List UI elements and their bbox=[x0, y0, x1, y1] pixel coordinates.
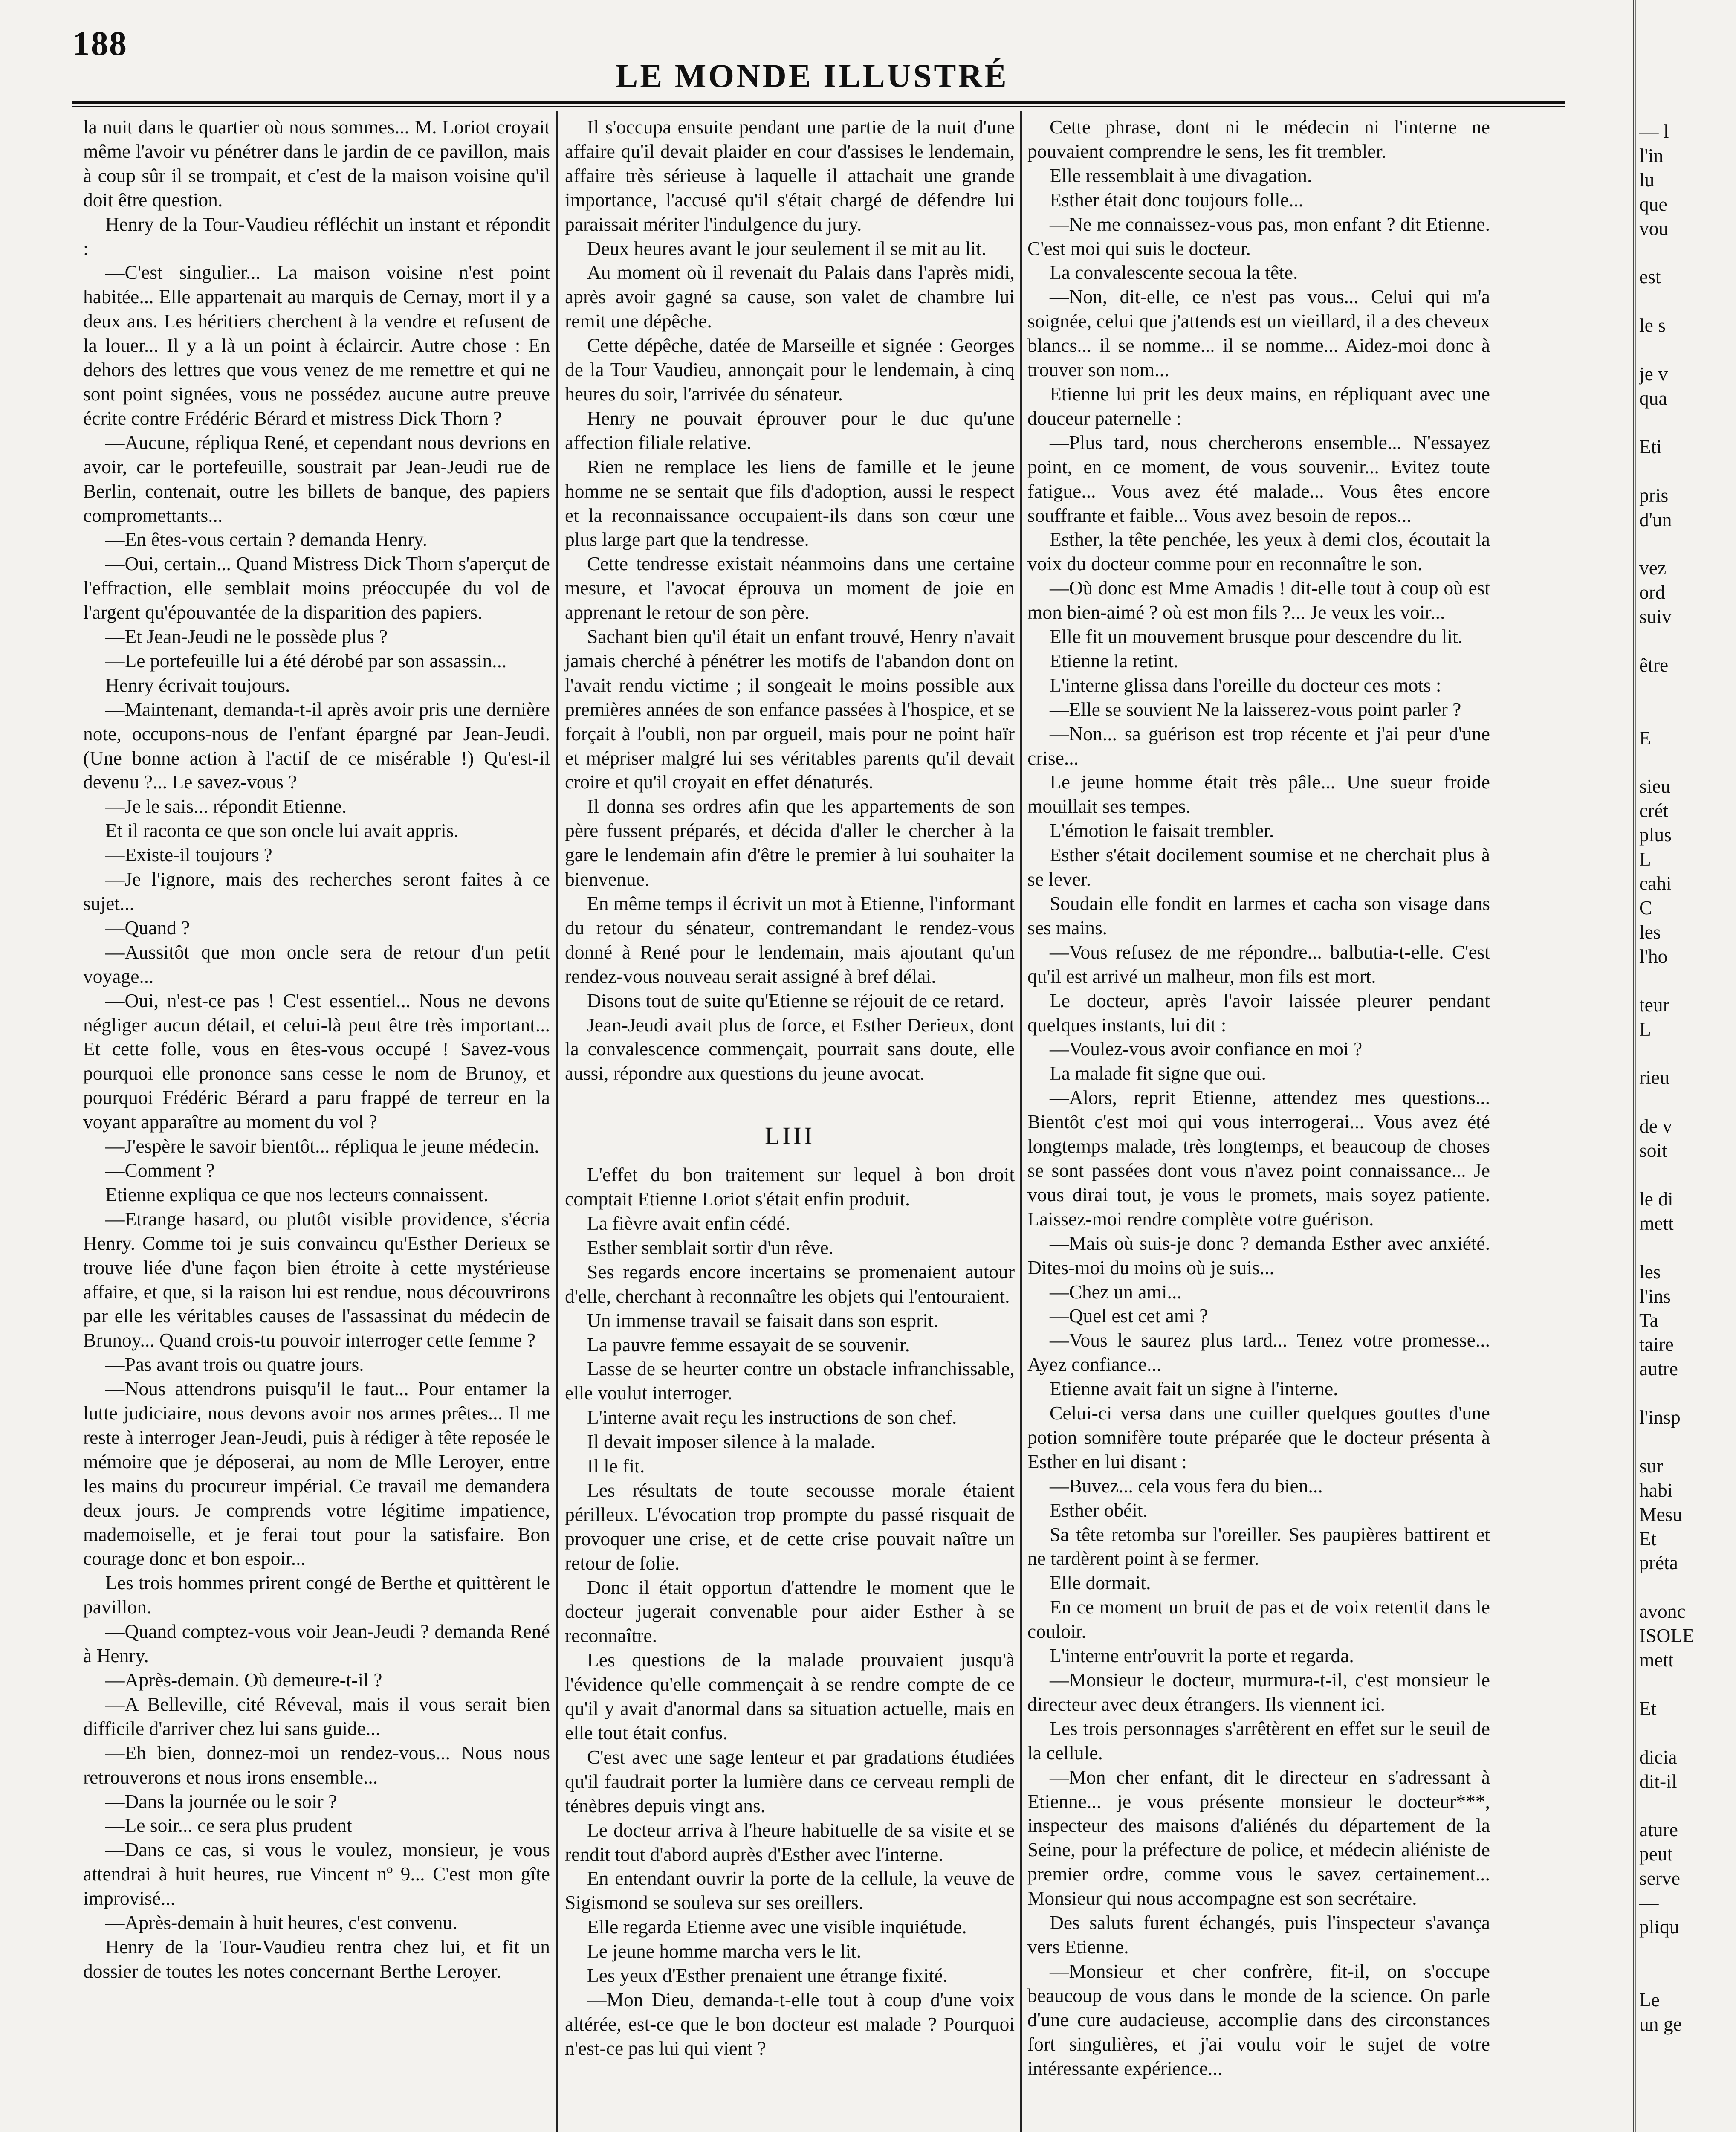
paragraph: Elle regarda Etienne avec une visible inquiétude. bbox=[587, 1916, 967, 1938]
paragraph: Etienne la retint. bbox=[1050, 649, 1178, 672]
fragment-line: — bbox=[1639, 1892, 1659, 1914]
header-rule bbox=[72, 101, 1565, 104]
paragraph: Henry écrivait toujours. bbox=[105, 674, 290, 696]
fragment-line bbox=[1639, 241, 1736, 265]
paragraph: C'est avec une sage lenteur et par gradations étudiées qu'il faudrait porter la lumière dans ce cerveau rempli de ténèbres depuis vingt ans. bbox=[565, 1746, 1015, 1816]
paragraph: Ses regards encore incertains se promenaient autour d'elle, cherchant à reconnaître les objets qui l'entouraient. bbox=[565, 1260, 1015, 1307]
fragment-line: plus bbox=[1639, 824, 1672, 846]
fragment-line: d'un bbox=[1639, 508, 1672, 530]
paragraph: Des saluts furent échangés, puis l'inspecteur s'avança vers Etienne. bbox=[1027, 1912, 1490, 1958]
column-2-text-after-heading bbox=[565, 1163, 1015, 2061]
paragraph: Disons tout de suite qu'Etienne se réjouit de ce retard. bbox=[587, 989, 1004, 1011]
fragment-line: lu bbox=[1639, 168, 1655, 191]
paragraph: Sachant bien qu'il était un enfant trouvé, Henry n'avait jamais cherché à pénétrer les motifs de l'abandon dont on l'avait rendu victime ; il songeait le moins possible aux premières années de son enfance passées à l'hospice, et se forçait à l'oubli, non par orgueil, mais pour ne point haïr et mépriser malgré lui ses véritables parents qu'il devait croire et qu'il croyait en effet dénaturés. bbox=[565, 626, 1015, 793]
fragment-line: préta bbox=[1639, 1552, 1678, 1574]
paragraph: Un immense travail se faisait dans son esprit. bbox=[587, 1309, 938, 1331]
paragraph: Henry de la Tour-Vaudieu réfléchit un instant et répondit : bbox=[83, 213, 550, 259]
fragment-line: C bbox=[1639, 897, 1652, 918]
fragment-line bbox=[1639, 1939, 1736, 1964]
header-rule-thin bbox=[72, 106, 1565, 107]
fragment-line: est bbox=[1639, 266, 1661, 288]
fragment-line bbox=[1639, 289, 1736, 313]
fragment-line: — l bbox=[1639, 120, 1669, 142]
paragraph: Esther semblait sortir d'un rêve. bbox=[587, 1236, 834, 1258]
fragment-line: vou bbox=[1639, 217, 1669, 239]
paragraph: Jean-Jeudi avait plus de force, et Esther Derieux, dont la convalescence commençait, pourrait sans doute, elle aussi, répondre aux questions du jeune avocat. bbox=[565, 1014, 1015, 1084]
paragraph: La convalescente secoua la tête. bbox=[1050, 261, 1298, 284]
paragraph: Etienne lui prit les deux mains, en répliquant avec une douceur paternelle : bbox=[1027, 382, 1490, 429]
text-column-1 bbox=[83, 115, 550, 1984]
paragraph: —Dans ce cas, si vous le voulez, monsieur, je vous attendrai à huit heures, rue Vincent nº 9... C'est mon gîte improvisé... bbox=[83, 1839, 550, 1909]
paragraph: La malade fit signe que oui. bbox=[1050, 1062, 1266, 1084]
paragraph: —Je l'ignore, mais des recherches seront faites à ce sujet... bbox=[83, 868, 550, 914]
fragment-line: un ge bbox=[1639, 2013, 1682, 2035]
paragraph: Rien ne remplace les liens de famille et le jeune homme ne se sentait que fils d'adoption, aussi le respect et la reconnaissance occupaient-ils dans son cœur une plus large part que la tendresse. bbox=[565, 455, 1015, 550]
paragraph: —Mon cher enfant, dit le directeur en s'adressant à Etienne... je vous présente monsieur le docteur***, inspecteur des maisons d'aliénés du département de la Seine, pour la préfecture de police, et médecin aliéniste de premier ordre, comme vous le savez certainement... Monsieur qui nous accompagne est son secrétaire. bbox=[1027, 1766, 1490, 1909]
fragment-line: autre bbox=[1639, 1358, 1678, 1380]
paragraph: —Monsieur et cher confrère, fit-il, on s'occupe beaucoup de vous dans le monde de la science. On parle d'une cure audacieuse, accomplie dans des circonstances fort singulières, et j'ai voulu voir le sujet de votre intéressante expérience... bbox=[1027, 1960, 1490, 2079]
fragment-line: sieu bbox=[1639, 775, 1671, 797]
paragraph: Esther était donc toujours folle... bbox=[1050, 188, 1304, 211]
paragraph: —Vous refusez de me répondre... balbutia-t-elle. C'est qu'il est arrivé un malheur, mon fils est mort. bbox=[1027, 941, 1490, 987]
paragraph: —Aucune, répliqua René, et cependant nous devrions en avoir, car le portefeuille, soustrait par Jean-Jeudi rue de Berlin, contenait, outre les billets de banque, des papiers compromettants... bbox=[83, 431, 550, 526]
paragraph: —Le soir... ce sera plus prudent bbox=[105, 1814, 352, 1837]
paragraph: Il le fit. bbox=[587, 1455, 645, 1477]
fragment-line: L bbox=[1639, 1018, 1651, 1040]
paragraph: —C'est singulier... La maison voisine n'est point habitée... Elle appartenait au marquis de Cernay, mort il y a deux ans. Les héritiers cherchent à la vendre et refusent de la louer... Il y a là un point à éclaircir. Autre chose : En dehors des lettres que vous venez de me remettre et qui ne sont point signées, vous ne possédez aucune autre preuve écrite contre Frédéric Bérard et mistress Dick Thorn ? bbox=[83, 261, 550, 429]
fragment-line: mett bbox=[1639, 1212, 1674, 1234]
paragraph: L'émotion le faisait trembler. bbox=[1050, 820, 1274, 842]
fragment-line: de v bbox=[1639, 1115, 1672, 1137]
paragraph: —Oui, certain... Quand Mistress Dick Thorn s'aperçut de l'effraction, elle semblait moins préoccupée du vol de l'argent qu'épouvantée de la disparition des papiers. bbox=[83, 553, 550, 623]
fragment-line bbox=[1639, 1964, 1736, 1988]
paragraph: —Mais où suis-je donc ? demanda Esther avec anxiété. Dites-moi du moins où je suis... bbox=[1027, 1232, 1490, 1278]
fragment-line bbox=[1639, 678, 1736, 702]
fragment-line: suiv bbox=[1639, 605, 1672, 628]
paragraph: Cette tendresse existait néanmoins dans une certaine mesure, et l'avocat éprouva un moment de joie en apprenant le retour de son père. bbox=[565, 553, 1015, 623]
paragraph: Etienne avait fait un signe à l'interne. bbox=[1050, 1378, 1338, 1400]
fragment-line: mett bbox=[1639, 1649, 1674, 1671]
fragment-line: Eti bbox=[1639, 435, 1662, 458]
paragraph: —J'espère le savoir bientôt... répliqua le jeune médecin. bbox=[105, 1135, 539, 1157]
paragraph: Donc il était opportun d'attendre le moment que le docteur jugerait convenable pour aider Esther à se reconnaître. bbox=[565, 1576, 1015, 1647]
fragment-line: ature bbox=[1639, 1819, 1678, 1841]
fragment-line bbox=[1639, 1672, 1736, 1697]
paragraph: —Buvez... cela vous fera du bien... bbox=[1050, 1474, 1323, 1497]
paragraph: —Je le sais... répondit Etienne. bbox=[105, 795, 347, 817]
paragraph: —Monsieur le docteur, murmura-t-il, c'est monsieur le directeur avec deux étrangers. Ils viennent ici. bbox=[1027, 1669, 1490, 1715]
paragraph: —Quel est cet ami ? bbox=[1050, 1305, 1208, 1327]
fragment-line bbox=[1639, 411, 1736, 435]
fragment-line bbox=[1639, 702, 1736, 726]
fragment-line: peut bbox=[1639, 1843, 1673, 1865]
fragment-line: Et bbox=[1639, 1697, 1657, 1719]
paragraph: Celui-ci versa dans une cuiller quelques gouttes d'une potion somnifère toute préparée que le docteur présenta à Esther en lui disant : bbox=[1027, 1402, 1490, 1472]
paragraph: —Où donc est Mme Amadis ! dit-elle tout à coup où est mon bien-aimé ? où est mon fils ?... Je veux les voir... bbox=[1027, 577, 1490, 623]
page-header bbox=[72, 23, 1565, 94]
fragment-line: Le bbox=[1639, 1988, 1660, 2010]
paragraph: —Voulez-vous avoir confiance en moi ? bbox=[1050, 1038, 1363, 1060]
paragraph: Il s'occupa ensuite pendant une partie de la nuit d'une affaire qu'il devait plaider en cour d'assises le lendemain, affaire très sérieuse à laquelle il attachait une grande importance, l'accusé qu'il s'était chargé de défendre lui paraissait mériter l'indulgence du jury. bbox=[565, 116, 1015, 235]
paragraph: Les questions de la malade prouvaient jusqu'à l'évidence qu'elle commençait à se rendre compte de ce qu'il y avait d'anormal dans sa situation actuelle, mais en elle tout était confus. bbox=[565, 1649, 1015, 1744]
column-divider bbox=[1020, 111, 1022, 2132]
paragraph: —Chez un ami... bbox=[1050, 1280, 1182, 1303]
fragment-line: les bbox=[1639, 1260, 1661, 1283]
paragraph: Le docteur arriva à l'heure habituelle de sa visite et se rendit tout d'abord auprès d'Esther avec l'interne. bbox=[565, 1819, 1015, 1865]
paragraph: Esther obéit. bbox=[1050, 1499, 1148, 1521]
paragraph: —Mon Dieu, demanda-t-elle tout à coup d'une voix altérée, est-ce que le bon docteur est malade ? Pourquoi n'est-ce pas lui qui vient ? bbox=[565, 1988, 1015, 2059]
paragraph: L'effet du bon traitement sur lequel à bon droit comptait Etienne Loriot s'était enfin produit. bbox=[565, 1164, 1015, 1210]
fragment-line: je v bbox=[1639, 363, 1668, 385]
paragraph: Esther, la tête penchée, les yeux à demi clos, écoutait la voix du docteur comme pour en reconnaître le son. bbox=[1027, 528, 1490, 575]
paragraph: Les trois hommes prirent congé de Berthe et quittèrent le pavillon. bbox=[83, 1572, 550, 1618]
fragment-line: pliqu bbox=[1639, 1916, 1679, 1938]
paragraph: Le jeune homme marcha vers le lit. bbox=[587, 1940, 862, 1962]
paragraph: Au moment où il revenait du Palais dans l'après midi, après avoir gagné sa cause, son valet de chambre lui remit une dépêche. bbox=[565, 261, 1015, 332]
fragment-line: rieu bbox=[1639, 1066, 1669, 1089]
paragraph: Etienne expliqua ce que nos lecteurs connaissent. bbox=[105, 1183, 489, 1205]
fragment-line: taire bbox=[1639, 1333, 1674, 1356]
fragment-line: le s bbox=[1639, 314, 1666, 336]
fragment-line bbox=[1639, 629, 1736, 653]
paragraph: Elle fit un mouvement brusque pour descendre du lit. bbox=[1050, 626, 1463, 648]
fragment-line: soit bbox=[1639, 1139, 1667, 1162]
fragment-line: qua bbox=[1639, 387, 1667, 409]
fragment-line bbox=[1639, 459, 1736, 484]
paragraph: Les trois personnages s'arrêtèrent en effet sur le seuil de la cellule. bbox=[1027, 1717, 1490, 1764]
fragment-line bbox=[1639, 750, 1736, 775]
paragraph: L'interne entr'ouvrit la porte et regarda. bbox=[1050, 1645, 1354, 1667]
paragraph: Lasse de se heurter contre un obstacle infranchissable, elle voulut interroger. bbox=[565, 1358, 1015, 1404]
text-column-3 bbox=[1027, 115, 1490, 2080]
adjacent-page-fragment bbox=[1639, 119, 1736, 2132]
fragment-line: E bbox=[1639, 727, 1651, 749]
paragraph: Elle ressemblait à une divagation. bbox=[1050, 164, 1312, 186]
fragment-line: Et bbox=[1639, 1527, 1657, 1550]
fragment-line bbox=[1639, 1090, 1736, 1114]
paragraph: —Oui, n'est-ce pas ! C'est essentiel... Nous ne devons négliger aucun détail, et celui-là peut être très important... Et cette folle, vous en êtes-vous occupé ! Savez-vous pourquoi elle prononce sans cesse le nom de Brunoy, et pourquoi Frédéric Bérard a paru frappé de terreur en la voyant apparaître au moment du vol ? bbox=[83, 989, 550, 1133]
fragment-line: être bbox=[1639, 654, 1669, 676]
paragraph: La fièvre avait enfin cédé. bbox=[587, 1212, 790, 1234]
fragment-line: teur bbox=[1639, 994, 1669, 1016]
fragment-line: serve bbox=[1639, 1867, 1680, 1889]
paragraph: Les yeux d'Esther prenaient une étrange fixité. bbox=[587, 1964, 948, 1987]
fragment-line: vez bbox=[1639, 557, 1667, 579]
column-2-text-before-heading bbox=[565, 115, 1015, 1086]
fragment-line bbox=[1639, 1794, 1736, 1818]
paragraph: En ce moment un bruit de pas et de voix retentit dans le couloir. bbox=[1027, 1596, 1490, 1642]
fragment-line bbox=[1639, 969, 1736, 993]
paragraph: Sa tête retomba sur l'oreiller. Ses paupières battirent et ne tardèrent point à se fermer. bbox=[1027, 1523, 1490, 1570]
paragraph: —Elle se souvient Ne la laisserez-vous point parler ? bbox=[1050, 698, 1461, 720]
fragment-line bbox=[1639, 1575, 1736, 1599]
paragraph: La pauvre femme essayait de se souvenir. bbox=[587, 1333, 910, 1356]
fragment-line: pris bbox=[1639, 484, 1669, 506]
paragraph: Cette dépêche, datée de Marseille et signée : Georges de la Tour Vaudieu, annonçait pour le lendemain, à cinq heures du soir, l'arrivée du sénateur. bbox=[565, 334, 1015, 405]
page-gutter-line bbox=[1635, 0, 1636, 2132]
paragraph: —Nous attendrons puisqu'il le faut... Pour entamer la lutte judiciaire, nous devons avoir nos armes prêtes... Il me reste à interroger Jean-Jeudi, puis à rédiger à tête reposée le mémoire que je déposerai, au nom de Mlle Leroyer, entre les mains du procureur impérial. Ce travail me demandera deux jours. Je comprends votre légitime impatience, mademoiselle, et je ferai tout pour la satisfaire. Bon courage donc et bon espoir... bbox=[83, 1378, 550, 1570]
paragraph: En même temps il écrivit un mot à Etienne, l'informant du retour du sénateur, contremandant le rendez-vous donné à René pour le lendemain, mais ajoutant qu'un rendez-vous nouveau serait assigné à bref délai. bbox=[565, 892, 1015, 987]
paragraph: —Existe-il toujours ? bbox=[105, 844, 272, 866]
paragraph: Henry de la Tour-Vaudieu rentra chez lui, et fit un dossier de toutes les notes concernant Berthe Leroyer. bbox=[83, 1935, 550, 1982]
fragment-line: Ta bbox=[1639, 1309, 1658, 1331]
paragraph: Et il raconta ce que son oncle lui avait appris. bbox=[105, 820, 459, 842]
fragment-line: l'ho bbox=[1639, 945, 1668, 967]
paragraph: —Ne me connaissez-vous pas, mon enfant ? dit Etienne. C'est moi qui suis le docteur. bbox=[1027, 213, 1490, 259]
paragraph: Cette phrase, dont ni le médecin ni l'interne ne pouvaient comprendre le sens, les fit trembler. bbox=[1027, 116, 1490, 162]
paragraph: —Eh bien, donnez-moi un rendez-vous... Nous nous retrouverons et nous irons ensemble... bbox=[83, 1741, 550, 1788]
paragraph: Henry ne pouvait éprouver pour le duc qu'une affection filiale relative. bbox=[565, 407, 1015, 453]
paragraph: —Non... sa guérison est trop récente et j'ai peur d'une crise... bbox=[1027, 722, 1490, 769]
fragment-line: l'insp bbox=[1639, 1406, 1681, 1428]
paragraph: Il devait imposer silence à la malade. bbox=[587, 1431, 875, 1453]
paragraph: —Pas avant trois ou quatre jours. bbox=[105, 1353, 364, 1376]
page-gutter-line bbox=[1633, 0, 1634, 2132]
fragment-line bbox=[1639, 338, 1736, 362]
paragraph: —Et Jean-Jeudi ne le possède plus ? bbox=[105, 626, 388, 648]
paragraph: —Alors, reprit Etienne, attendez mes questions... Bientôt c'est moi qui vous interrogerai... Vous avez été longtemps malade, très longtemps, et beaucoup de choses se sont passées dont vous n'avez point connaissance... Je vous dirai tout, je vous le promets, mais soyez patiente. Laissez-moi rendre complète votre guérison. bbox=[1027, 1086, 1490, 1230]
fragment-line: cahi bbox=[1639, 872, 1672, 895]
fragment-line: l'in bbox=[1639, 144, 1664, 166]
fragment-line: Mesu bbox=[1639, 1503, 1683, 1525]
paragraph: L'interne avait reçu les instructions de son chef. bbox=[587, 1406, 957, 1428]
fragment-line bbox=[1639, 532, 1736, 556]
paragraph: L'interne glissa dans l'oreille du docteur ces mots : bbox=[1050, 674, 1441, 696]
paragraph: —A Belleville, cité Réveval, mais il vous serait bien difficile d'arriver chez lui sans guide... bbox=[83, 1693, 550, 1739]
fragment-line bbox=[1639, 1163, 1736, 1187]
paragraph: Il donna ses ordres afin que les appartements de son père fussent préparés, et décida d'aller le chercher à la gare le lendemain afin d'être le premier à lui souhaiter la bienvenue. bbox=[565, 795, 1015, 890]
paragraph: —Non, dit-elle, ce n'est pas vous... Celui qui m'a soignée, celui que j'attends est un vieillard, il a des cheveux blancs... il se nomme... il se nomme... Aidez-moi donc à trouver son nom... bbox=[1027, 286, 1490, 381]
page-number: 188 bbox=[72, 24, 127, 63]
column-divider bbox=[556, 111, 558, 2132]
fragment-line: ISOLE bbox=[1639, 1625, 1694, 1647]
fragment-line: dicia bbox=[1639, 1746, 1677, 1768]
paragraph: —Etrange hasard, ou plutôt visible providence, s'écria Henry. Comme toi je suis convaincu qu'Esther Derieux se trouve liée d'une façon bien étroite à cette mystérieuse affaire, et que, si la raison lui est rendue, nous découvrirons par elle les véritables causes de l'assassinat du médecin de Brunoy... Quand crois-tu pouvoir interroger cette femme ? bbox=[83, 1208, 550, 1351]
fragment-line: avonc bbox=[1639, 1600, 1686, 1622]
fragment-line: le di bbox=[1639, 1188, 1673, 1210]
paragraph: —Plus tard, nous chercherons ensemble... N'essayez point, en ce moment, de vous souvenir... Evitez toute fatigue... Vous avez été malade... Vous êtes encore souffrante et faible... Vous avez besoin de repos... bbox=[1027, 431, 1490, 526]
chapter-heading: LIII bbox=[764, 1122, 815, 1150]
paragraph: Elle dormait. bbox=[1050, 1572, 1151, 1594]
fragment-line bbox=[1639, 1381, 1736, 1405]
fragment-line: dit-il bbox=[1639, 1770, 1677, 1792]
fragment-line: l'ins bbox=[1639, 1285, 1671, 1307]
paragraph: —Après-demain à huit heures, c'est convenu. bbox=[105, 1912, 457, 1934]
paragraph: Le docteur, après l'avoir laissée pleurer pendant quelques instants, lui dit : bbox=[1027, 989, 1490, 1036]
paragraph: En entendant ouvrir la porte de la cellule, la veuve de Sigismond se souleva sur ses oreillers. bbox=[565, 1867, 1015, 1914]
fragment-line bbox=[1639, 1721, 1736, 1745]
fragment-line: sur bbox=[1639, 1454, 1663, 1477]
paragraph: —Aussitôt que mon oncle sera de retour d'un petit voyage... bbox=[83, 941, 550, 987]
paragraph: —Après-demain. Où demeure-t-il ? bbox=[105, 1669, 382, 1691]
journal-title: LE MONDE ILLUSTRÉ bbox=[616, 57, 1009, 94]
paragraph: Le jeune homme était très pâle... Une sueur froide mouillait ses tempes. bbox=[1027, 771, 1490, 817]
fragment-line bbox=[1639, 1041, 1736, 1066]
text-column-2 bbox=[565, 115, 1015, 2061]
paragraph: —En êtes-vous certain ? demanda Henry. bbox=[105, 528, 428, 550]
paragraph: —Vous le saurez plus tard... Tenez votre promesse... Ayez confiance... bbox=[1027, 1329, 1490, 1376]
fragment-line bbox=[1639, 1236, 1736, 1260]
paragraph: Esther s'était docilement soumise et ne cherchait plus à se lever. bbox=[1027, 844, 1490, 890]
paragraph: —Quand ? bbox=[105, 916, 190, 939]
fragment-line: ord bbox=[1639, 581, 1665, 603]
paragraph: —Quand comptez-vous voir Jean-Jeudi ? demanda René à Henry. bbox=[83, 1620, 550, 1667]
fragment-line: crét bbox=[1639, 800, 1669, 822]
paragraph: —Dans la journée ou le soir ? bbox=[105, 1790, 337, 1812]
paragraph: Deux heures avant le jour seulement il se mit au lit. bbox=[587, 237, 987, 259]
paragraph: Les résultats de toute secousse morale étaient périlleux. L'évocation trop prompte du passé risquait de provoquer une crise, et de cette crise pouvait naître un retour de folie. bbox=[565, 1479, 1015, 1574]
paragraph: la nuit dans le quartier où nous sommes... M. Loriot croyait même l'avoir vu pénétrer dans le jardin de ce pavillon, mais à coup sûr il se trompait, et c'est de la maison voisine qu'il doit être question. bbox=[83, 116, 550, 211]
fragment-line: les bbox=[1639, 921, 1661, 943]
paragraph: —Maintenant, demanda-t-il après avoir pris une dernière note, occupons-nous de l'enfant épargné par Jean-Jeudi. (Une bonne action à l'actif de ce misérable !) Qu'est-il devenu ?... Le savez-vous ? bbox=[83, 698, 550, 793]
fragment-line: que bbox=[1639, 193, 1667, 215]
fragment-line: L bbox=[1639, 848, 1651, 870]
paragraph: —Comment ? bbox=[105, 1159, 215, 1181]
paragraph: Soudain elle fondit en larmes et cacha son visage dans ses mains. bbox=[1027, 892, 1490, 939]
paragraph: —Le portefeuille lui a été dérobé par son assassin... bbox=[105, 649, 507, 672]
fragment-line bbox=[1639, 1430, 1736, 1454]
fragment-line: habi bbox=[1639, 1479, 1673, 1501]
